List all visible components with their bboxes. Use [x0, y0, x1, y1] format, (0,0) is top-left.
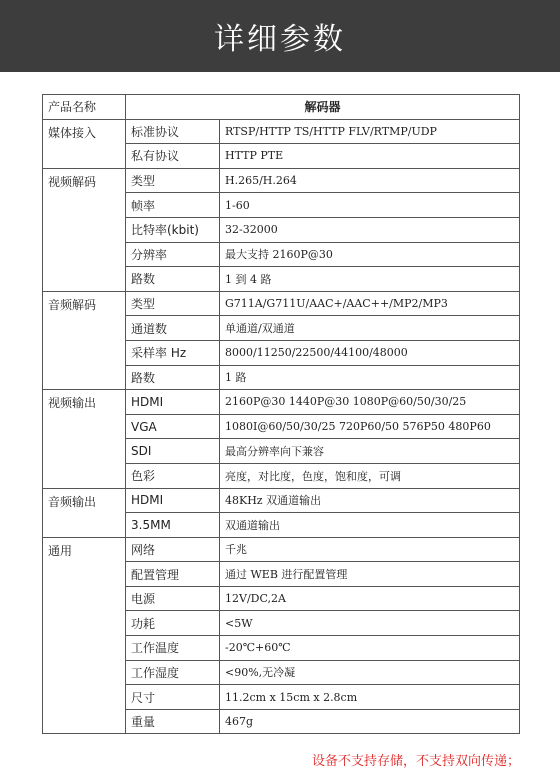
table-row — [43, 537, 520, 562]
header-label: 产品名称 — [43, 95, 126, 120]
page-title: 详细参数 — [0, 0, 560, 72]
param-cell: 工作温度 — [126, 636, 220, 661]
param-cell: HDMI — [126, 390, 220, 415]
category-cell: 视频解码 — [43, 168, 126, 291]
category-cell: 媒体接入 — [43, 119, 126, 168]
value-cell: 双通道输出 — [220, 513, 520, 538]
param-cell: 3.5MM — [126, 513, 220, 538]
value-cell: 1080I@60/50/30/25 720P60/50 576P50 480P60 — [220, 414, 520, 439]
category-cell: 音频解码 — [43, 291, 126, 389]
param-cell: 路数 — [126, 365, 220, 390]
value-cell: 最高分辨率向下兼容 — [220, 439, 520, 464]
table-row — [43, 291, 520, 316]
param-cell: 类型 — [126, 168, 220, 193]
value-cell: G711A/G711U/AAC+/AAC++/MP2/MP3 — [220, 291, 520, 316]
param-cell: 比特率(kbit) — [126, 217, 220, 242]
value-cell: 通过 WEB 进行配置管理 — [220, 562, 520, 587]
param-cell: 私有协议 — [126, 144, 220, 169]
spec-table — [42, 94, 520, 734]
header-value: 解码器 — [126, 95, 520, 120]
value-cell: RTSP/HTTP TS/HTTP FLV/RTMP/UDP — [220, 119, 520, 144]
param-cell: 类型 — [126, 291, 220, 316]
value-cell: 32-32000 — [220, 217, 520, 242]
value-cell: 11.2cm x 15cm x 2.8cm — [220, 685, 520, 710]
value-cell: H.265/H.264 — [220, 168, 520, 193]
value-cell: 1 路 — [220, 365, 520, 390]
value-cell: <5W — [220, 611, 520, 636]
table-row — [43, 488, 520, 513]
table-row — [43, 390, 520, 415]
value-cell: 1 到 4 路 — [220, 267, 520, 292]
param-cell: 路数 — [126, 267, 220, 292]
param-cell: 网络 — [126, 537, 220, 562]
param-cell: 标准协议 — [126, 119, 220, 144]
value-cell: HTTP PTE — [220, 144, 520, 169]
category-cell: 音频输出 — [43, 488, 126, 537]
value-cell: 亮度，对比度，色度，饱和度，可调 — [220, 463, 520, 488]
table-header-row — [43, 95, 520, 120]
param-cell: SDI — [126, 439, 220, 464]
value-cell: 8000/11250/22500/44100/48000 — [220, 340, 520, 365]
value-cell: 千兆 — [220, 537, 520, 562]
param-cell: 分辨率 — [126, 242, 220, 267]
param-cell: 工作湿度 — [126, 660, 220, 685]
category-cell: 通用 — [43, 537, 126, 734]
value-cell: 1-60 — [220, 193, 520, 218]
param-cell: 电源 — [126, 586, 220, 611]
param-cell: 采样率 Hz — [126, 340, 220, 365]
param-cell: 重量 — [126, 709, 220, 734]
value-cell: 48KHz 双通道输出 — [220, 488, 520, 513]
param-cell: 色彩 — [126, 463, 220, 488]
param-cell: 配置管理 — [126, 562, 220, 587]
value-cell: 12V/DC,2A — [220, 586, 520, 611]
category-cell: 视频输出 — [43, 390, 126, 488]
value-cell: 最大支持 2160P@30 — [220, 242, 520, 267]
table-row — [43, 119, 520, 144]
param-cell: 功耗 — [126, 611, 220, 636]
param-cell: 通道数 — [126, 316, 220, 341]
value-cell: 单通道/双通道 — [220, 316, 520, 341]
value-cell: 467g — [220, 709, 520, 734]
param-cell: HDMI — [126, 488, 220, 513]
param-cell: 尺寸 — [126, 685, 220, 710]
table-row — [43, 168, 520, 193]
param-cell: 帧率 — [126, 193, 220, 218]
notice-text: 设备不支持存储，不支持双向传递； — [311, 754, 520, 769]
param-cell: VGA — [126, 414, 220, 439]
value-cell: <90%,无冷凝 — [220, 660, 520, 685]
value-cell: 2160P@30 1440P@30 1080P@60/50/30/25 — [220, 390, 520, 415]
value-cell: -20℃+60℃ — [220, 636, 520, 661]
